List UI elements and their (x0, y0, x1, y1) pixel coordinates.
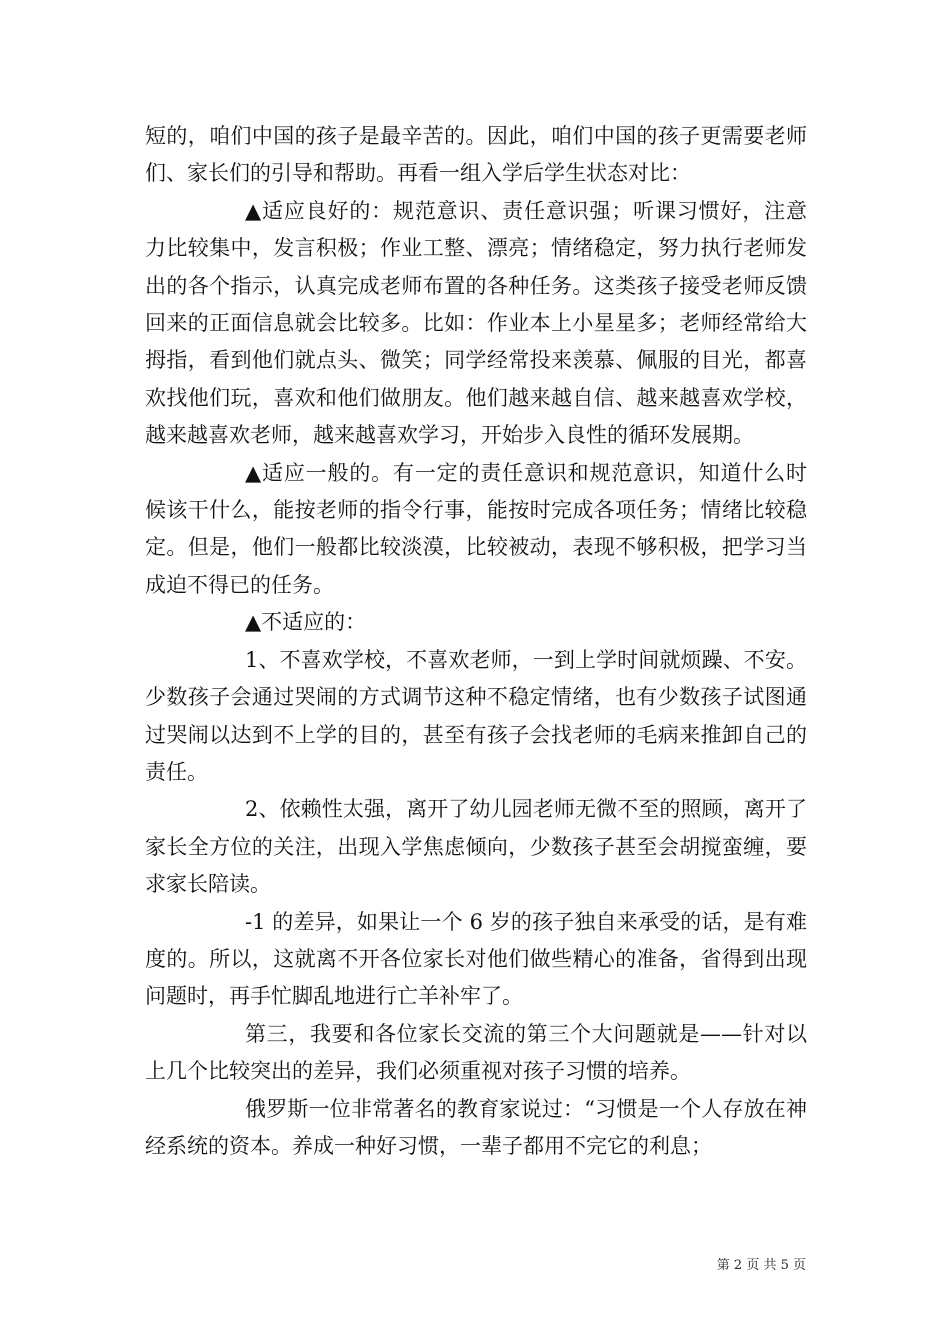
paragraph-not-adapted-item-2: 2、依赖性太强，离开了幼儿园老师无微不至的照顾，离开了家长全方位的关注，出现入学焦虑倾向，少数孩子甚至会胡搅蛮缠，要求家长陪读。 (145, 797, 807, 897)
paragraph-not-adapted-heading: ▲不适应的： (245, 610, 367, 635)
document-body (145, 118, 807, 1165)
paragraph-adapt-average: ▲适应一般的。有一定的责任意识和规范意识，知道什么时候该干什么，能按老师的指令行事，能按时完成各项任务；情绪比较稳定。但是，他们一般都比较淡漠，比较被动，表现不够积极，把学习当成迫不得已的任务。 (145, 460, 807, 597)
paragraph-1: 短的，咱们中国的孩子是最辛苦的。因此，咱们中国的孩子更需要老师们、家长们的引导和帮助。再看一组入学后学生状态对比： (145, 124, 807, 186)
paragraph-quote: 俄罗斯一位非常著名的教育家说过：“习惯是一个人存放在神经系统的资本。养成一种好习惯，一辈子都用不完它的利息； (145, 1096, 807, 1158)
paragraph-third-topic: 第三，我要和各位家长交流的第三个大问题就是——针对以上几个比较突出的差异，我们必须重视对孩子习惯的培养。 (145, 1021, 807, 1084)
paragraph-difference: -1 的差异，如果让一个 6 岁的孩子独自来承受的话，是有难度的。所以，这就离不开各位家长对他们做些精心的准备，省得到出现问题时，再手忙脚乱地进行亡羊补牢了。 (145, 909, 807, 1009)
page-number-footer: 第 2 页 共 5 页 (716, 1258, 806, 1273)
paragraph-not-adapted-item-1: 1、不喜欢学校，不喜欢老师，一到上学时间就烦躁、不安。少数孩子会通过哭闹的方式调节这种不稳定情绪，也有少数孩子试图通过哭闹以达到不上学的目的，甚至有孩子会找老师的毛病来推卸自己的责任。 (145, 647, 807, 784)
paragraph-adapt-well: ▲适应良好的：规范意识、责任意识强；听课习惯好，注意力比较集中，发言积极；作业工整、漂亮；情绪稳定，努力执行老师发出的各个指示，认真完成老师布置的各种任务。这类孩子接受老师反馈回来的正面信息就会比较多。比如：作业本上小星星多；老师经常给大拇指，看到他们就点头、微笑；同学经常投来羡慕、佩服的目光，都喜欢找他们玩，喜欢和他们做朋友。他们越来越自信、越来越喜欢学校，越来越喜欢老师，越来越喜欢学习，开始步入良性的循环发展期。 (145, 198, 807, 448)
